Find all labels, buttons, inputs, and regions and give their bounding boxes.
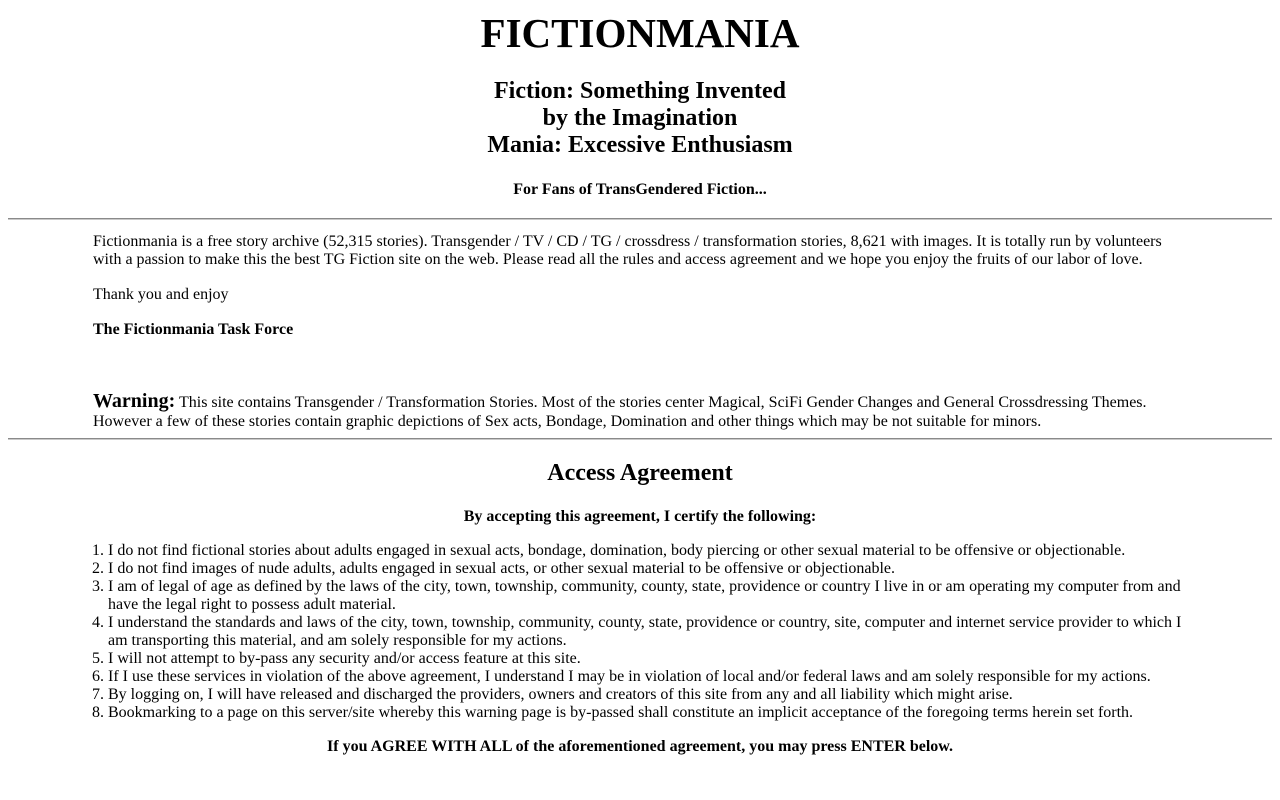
agreement-section [8,460,1272,756]
warning-label: Warning: [93,390,176,413]
agreement-item-3: 3. I am of legal of age as defined by the laws of the city, town, township, community, county, state, providence or country I live in or am operating my computer from and have the legal right to possess adult material. [108,578,1184,614]
divider-bottom [8,438,1272,440]
site-subtitle [8,78,1272,159]
intro-paragraph: Fictionmania is a free story archive (52,315 stories). Transgender / TV / CD / TG / crossdress / transformation stories, 8,621 with images. It is totally run by volunteers with a passion to make this the best TG Fiction site on the web. Please read all the rules and access agreement and we hope you enjoy the fruits of our labor of love. [93,233,1162,269]
warning-text: This site contains Transgender / Transformation Stories. Most of the stories center Magical, SciFi Gender Changes and General Crossdressing Themes. However a few of these stories contain graphic depictions of Sex acts, Bondage, Domination and other things which may be not suitable for minors. [93,394,1147,431]
agreement-item-2: 2. I do not find images of nude adults, adults engaged in sexual acts, or other sexual material to be offensive or objectionable. [108,560,1184,578]
thanks-text: Thank you and enjoy [93,286,229,304]
site-title: FICTIONMANIA [480,10,800,56]
agreement-heading: Access Agreement [547,460,733,487]
agreement-item-4: 4. I understand the standards and laws of the city, town, township, community, county, state, providence or country, site, computer and internet service provider to which I am transporting this material, and am solely responsible for my actions. [108,614,1184,650]
signature-text: The Fictionmania Task Force [93,321,294,339]
divider-top [8,218,1272,220]
agreement-footer: If you AGREE WITH ALL of the aforementioned agreement, you may press ENTER below. [327,738,953,756]
page-header [8,10,1272,199]
agreement-item-8: 8. Bookmarking to a page on this server/site whereby this warning page is by-passed shall constitute an implicit acceptance of the foregoing terms herein set forth. [108,704,1184,722]
agreement-item-7: 7. By logging on, I will have released and discharged the providers, owners and creators of this site from any and all liability which might arise. [108,686,1184,704]
agreement-item-5: 5. I will not attempt to by-pass any security and/or access feature at this site. [108,650,1184,668]
site-tagline: For Fans of TransGendered Fiction... [513,181,767,199]
intro-section [93,233,1180,431]
site-subtitle-line-1: Fiction: Something Invented [493,78,786,105]
agreement-item-1: 1. I do not find fictional stories about adults engaged in sexual acts, bondage, domination, body piercing or other sexual material to be offensive or objectionable. [108,542,1184,560]
site-subtitle-line-2: by the Imagination [542,105,738,132]
agreement-list [8,542,1184,722]
warning-paragraph [93,390,1180,431]
agreement-subheading: By accepting this agreement, I certify the following: [463,508,817,526]
site-subtitle-line-3: Mania: Excessive Enthusiasm [487,132,793,159]
agreement-item-6: 6. If I use these services in violation of the above agreement, I understand I may be in violation of local and/or federal laws and am solely responsible for my actions. [108,668,1184,686]
